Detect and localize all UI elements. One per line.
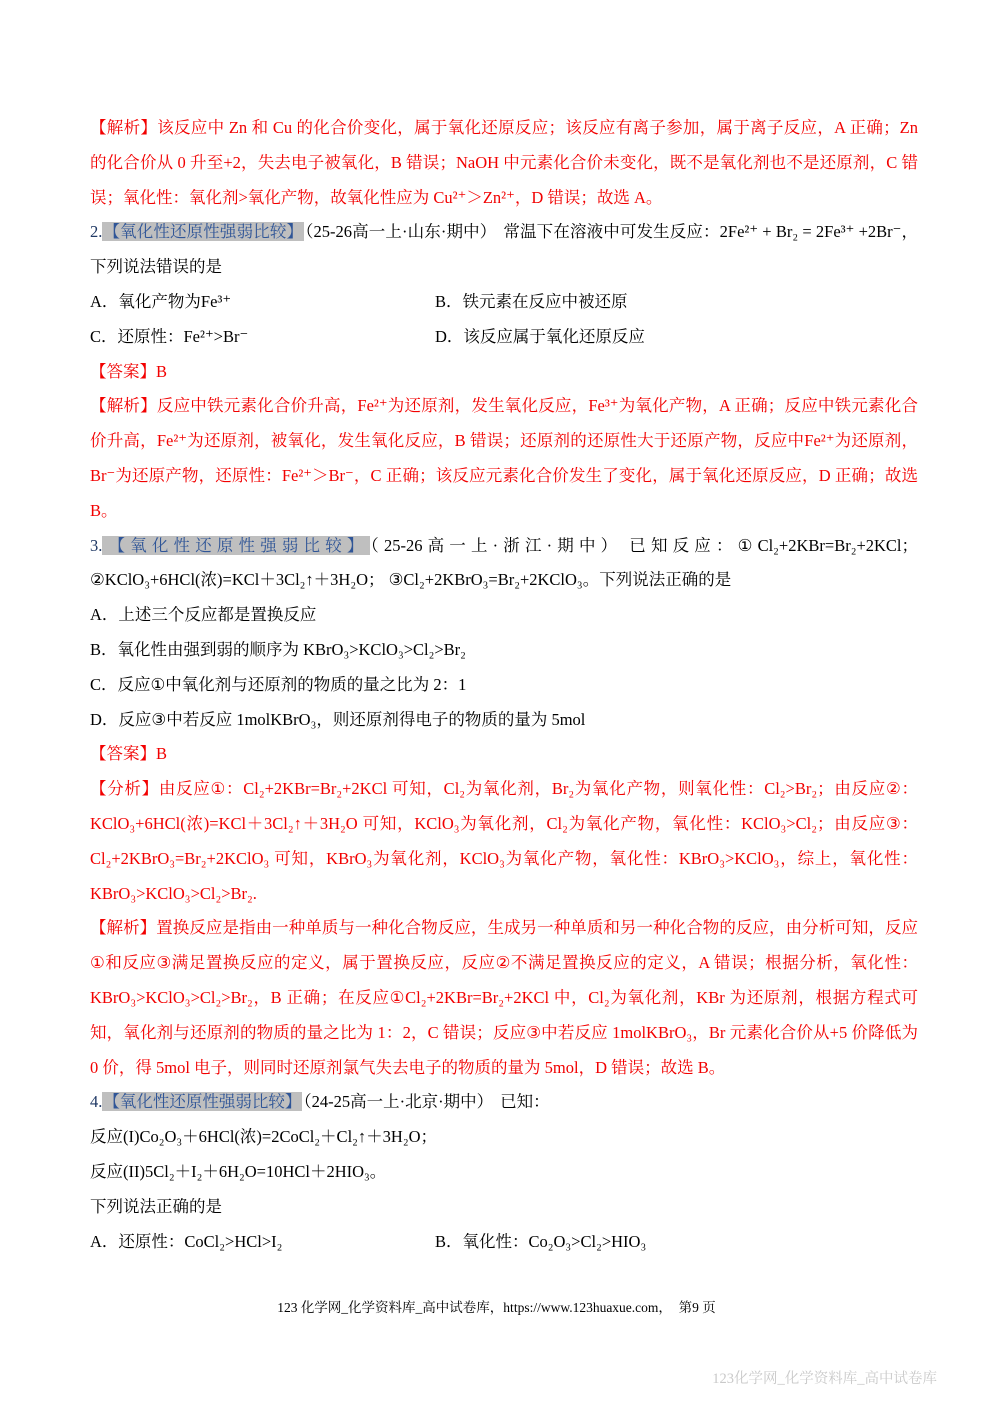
- site-watermark: 123化学网_化学资料库_高中试卷库: [712, 1371, 937, 1387]
- q4-reaction-1: 反应(I)Co₂O₃＋6HCl(浓)=2CoCl₂＋Cl₂↑＋3H₂O；: [90, 1127, 437, 1147]
- q4-source: （24-25高一上·北京·期中）: [303, 1092, 494, 1112]
- q3-header: [90, 529, 918, 599]
- q2-source: （25-26高一上·山东·期中）: [305, 222, 497, 242]
- q3-number: 3.: [90, 535, 103, 555]
- q3-option-c: C．反应①中氧化剂与还原剂的物质的量之比为 2：1: [90, 674, 467, 694]
- q3-analysis-1-paragraph: 【分析】由反应①：Cl₂+2KBr=Br₂+2KCl 可知，Cl₂为氧化剂，Br₂为氧化产物，则氧化性：Cl₂>Br₂；由反应②：KClO₃+6HCl(浓)=KCl＋3Cl₂↑＋3H₂O 可知，KClO₃为氧化剂，Cl₂为氧化产物，氧化性：KClO₃>Cl₂；由反应③：Cl₂+2KBrO₃=Br₂+2KClO₃ 可知，KBrO₃为氧化剂，KClO₃为氧化产物，氧化性：KBrO₃>KClO₃，综上，氧化性：KBrO₃>KClO₃>Cl₂>Br₂.: [90, 779, 918, 903]
- q3-options: [90, 598, 918, 737]
- q4-reaction-2: 反应(II)5Cl₂＋I₂＋6H₂O=10HCl＋2HIO₃。: [90, 1161, 387, 1181]
- q4-header: [90, 1085, 918, 1120]
- q4-stem-text: 已知：: [500, 1092, 550, 1112]
- q4-topic-tag: 【氧化性还原性强弱比较】: [103, 1092, 302, 1112]
- q2-options: [90, 285, 918, 355]
- q4-option-b: B．氧化性：Co₂O₃>Cl₂>HIO₃: [435, 1231, 647, 1251]
- q2-stem-text: 常温下在溶液中可发生反应：2Fe²⁺ + Br₂ = 2Fe³⁺ +2Br⁻，下列说法错误的是: [90, 222, 918, 277]
- q3-stem-text: 已知反应：①Cl₂+2KBr=Br₂+2KCl；②KClO₃+6HCl(浓)=KCl＋3Cl₂↑＋3H₂O； ③Cl₂+2KBrO₃=Br₂+2KClO₃。下列说法正确的是: [90, 535, 919, 590]
- document-content: [90, 111, 918, 1259]
- q3-source: （25-26高一上·浙江·期中）: [370, 535, 623, 555]
- q3-option-a: A．上述三个反应都是置换反应: [90, 605, 317, 625]
- q2-topic-tag: 【氧化性还原性强弱比较】: [103, 222, 304, 242]
- q3-topic-tag: 【氧化性还原性强弱比较】: [103, 535, 369, 555]
- q2-header: [90, 215, 918, 285]
- q4-option-a: A．还原性：CoCl₂>HCl>I₂: [90, 1231, 283, 1251]
- q3-option-b: B．氧化性由强到弱的顺序为 KBrO₃>KClO₃>Cl₂>Br₂: [90, 639, 466, 659]
- q2-number: 2.: [90, 222, 103, 242]
- q2-analysis-paragraph: 【解析】反应中铁元素化合价升高，Fe²⁺为还原剂，发生氧化反应，Fe³⁺为氧化产物，A 正确；反应中铁元素化合价升高，Fe²⁺为还原剂，被氧化，发生氧化反应，B 错误；还原剂的还原性大于还原产物，反应中Fe²⁺为还原剂，Br⁻为还原产物，还原性：Fe²⁺＞Br⁻，C 正确；该反应元素化合价发生了变化，属于氧化还原反应，D 正确；故选 B。: [90, 396, 918, 520]
- q3-option-d: D．反应③中若反应 1molKBrO₃，则还原剂得电子的物质的量为 5mol: [90, 709, 586, 729]
- q2-option-d: D．该反应属于氧化还原反应: [435, 326, 645, 346]
- q1-analysis-paragraph: 【解析】该反应中 Zn 和 Cu 的化合价变化，属于氧化还原反应；该反应有离子参加，属于离子反应，A 正确；Zn 的化合价从 0 升至+2，失去电子被氧化，B 错误；NaOH 中元素化合价未变化，既不是氧化剂也不是还原剂，C 错误；氧化性：氧化剂>氧化产物，故氧化性应为 Cu²⁺＞Zn²⁺，D 错误；故选 A。: [90, 118, 918, 207]
- q2-option-c: C．还原性：Fe²⁺>Br⁻: [90, 326, 249, 346]
- page-footer: 123 化学网_化学资料库_高中试卷库，https://www.123huaxue.com， 第9 页: [277, 1300, 716, 1315]
- q2-option-a: A．氧化产物为Fe³⁺: [90, 291, 232, 311]
- q4-prompt: 下列说法正确的是: [90, 1196, 222, 1216]
- q2-answer: 【答案】B: [90, 361, 168, 381]
- q2-option-b: B．铁元素在反应中被还原: [435, 291, 628, 311]
- q3-answer: 【答案】B: [90, 744, 168, 764]
- q4-number: 4.: [90, 1092, 103, 1112]
- q3-analysis-2-paragraph: 【解析】置换反应是指由一种单质与一种化合物反应，生成另一种单质和另一种化合物的反应，由分析可知，反应①和反应③满足置换反应的定义，属于置换反应，反应②不满足置换反应的定义，A 错误；根据分析，氧化性：KBrO₃>KClO₃>Cl₂>Br₂，B 正确；在反应①Cl₂+2KBr=Br₂+2KCl 中，Cl₂为氧化剂，KBr 为还原剂，根据方程式可知，氧化剂与还原剂的物质的量之比为 1：2，C 错误；反应③中若反应 1molKBrO₃，Br 元素化合价从+5 价降低为 0 价，得 5mol 电子，则同时还原剂氯气失去电子的物质的量为 5mol，D 错误；故选 B。: [90, 918, 918, 1077]
- q4-options: [90, 1225, 918, 1260]
